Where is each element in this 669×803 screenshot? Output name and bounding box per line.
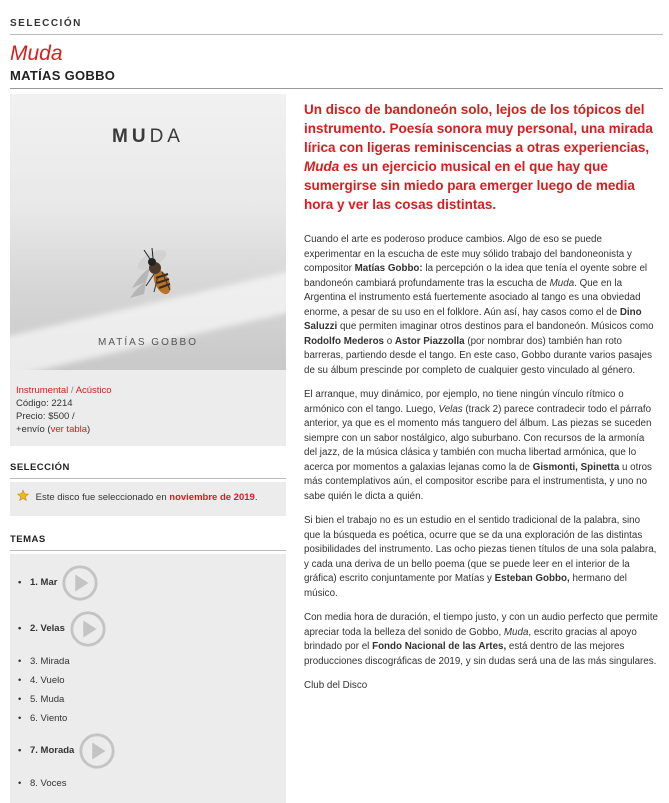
- track-item: [10, 774, 286, 793]
- artist-name: MATÍAS GOBBO: [10, 68, 116, 83]
- genre-line: Instrumental / Acústico: [16, 385, 112, 396]
- genre-link[interactable]: Instrumental: [16, 385, 69, 396]
- track-item: [10, 690, 286, 709]
- track-title: 2. Velas: [30, 623, 65, 634]
- selection-box: Este disco fue seleccionado en noviembre de 2019.: [10, 482, 286, 516]
- cover-artist: MATÍAS GOBBO: [98, 337, 198, 348]
- track-item[interactable]: [10, 606, 286, 652]
- album-price: Precio: $500 /: [16, 411, 75, 422]
- play-icon[interactable]: [78, 732, 116, 770]
- track-item[interactable]: [10, 728, 286, 774]
- album-info: [10, 370, 286, 446]
- review-paragraph-2: El arranque, muy dinámico, por ejemplo, no tiene ningún vínculo rítmico o armónico con el tango. Luego, Velas (track 2) parece contradecir todo el párrafo anterior, ya que es el momento más tanguero del álbum. Las piezas se suceden siempre con un sabor nostálgico, algo suburbano. Con recursos de la armonía del jazz, de la música clásica y también con mucha libertad armónica, que lo acerca por momentos a galaxias lejanas como la de Gismonti, Spinetta u otros más contemplativos aún, el compositor escribe para el instrumentista, y uno no sabe quién le dicta a quién.: [304, 389, 652, 502]
- track-item[interactable]: [10, 560, 286, 606]
- review-column: [304, 100, 659, 704]
- left-column: [10, 94, 286, 803]
- review-paragraph-4: Con media hora de duración, el tiempo justo, y con un audio perfecto que permite apreciar toda la belleza del sonido de Gobbo, Muda, escrito gracias al apoyo brindado por el Fondo Nacional de las Artes, está dentro de las mejores producciones discográficas de 2019, y sin dudas será una de las más singulares.: [304, 612, 658, 667]
- play-icon[interactable]: [61, 564, 99, 602]
- section-label: SELECCIÓN: [10, 18, 82, 29]
- subgenre-link[interactable]: Acústico: [75, 385, 112, 396]
- review-lead: Un disco de bandoneón solo, lejos de los tópicos del instrumento. Poesía sonora muy personal, una mirada lírica con ligeras reminiscencias a otras experiencias, Muda es un ejercicio musical en el que hay que sumergirse sin miedo para emerger luego de media hora y ver las cosas distintas.: [304, 102, 653, 212]
- track-title: 4. Vuelo: [30, 675, 65, 686]
- album-title: Muda: [10, 42, 63, 65]
- album-cover: [10, 94, 286, 370]
- cover-title: MUDA: [112, 126, 184, 147]
- track-title: 6. Viento: [30, 713, 68, 724]
- track-title: 7. Morada: [30, 745, 75, 756]
- shipping-table-link[interactable]: ver tabla: [50, 424, 88, 435]
- review-paragraph-1: Cuando el arte es poderoso produce cambios. Algo de eso se puede experimentar en la escucha de este muy sólido trabajo del bandoneonista y compositor Matías Gobbo: la percepción o la idea que tenía el oyente sobre el bandoneón cambiará profundamente tras la escucha de Muda. Que en la Argentina el instrumento está fuertemente asociado al tango es una obviedad enorme, a pesar de su uso en el folklore. Aún así, hay casos como el de Dino Saluzzi que permiten imaginar otros destinos para el bandoneón. Músicos como Rodolfo Mederos o Astor Piazzolla (por nombrar dos) también han roto barreras, partiendo desde el tango. En este caso, Gobbo durante varios pasajes de su álbum prescinde por completo de cualquier gesto vinculado al género.: [304, 234, 654, 376]
- track-list: [10, 554, 286, 803]
- track-item: [10, 709, 286, 728]
- review-paragraph-3: Si bien el trabajo no es un estudio en el sentido tradicional de la palabra, sino que la búsqueda es poética, ocurre que se da una exploración de las distintas posibilidades del instrumento. Las ocho piezas tienen títulos de una sola palabra, y cada una deriva de un bello poema (que se puede leer en el interior de la gráfica) escrito conjuntamente por Matías y Esteban Gobbo, hermano del músico.: [304, 515, 657, 599]
- track-item: [10, 671, 286, 690]
- selection-heading: SELECCIÓN: [10, 462, 70, 473]
- header-divider: [10, 88, 663, 89]
- selection-month: noviembre de 2019: [169, 492, 255, 503]
- play-icon[interactable]: [69, 610, 107, 648]
- track-title: 3. Mirada: [30, 656, 70, 667]
- shipping-line: +envío (ver tabla): [16, 424, 91, 435]
- selection-text: Este disco fue seleccionado en: [35, 492, 167, 503]
- album-code: Código: 2214: [16, 398, 73, 409]
- review-signature: Club del Disco: [304, 680, 368, 691]
- track-title: 8. Voces: [30, 778, 67, 789]
- star-icon: [16, 489, 30, 502]
- tracks-heading: TEMAS: [10, 534, 46, 545]
- top-divider: [10, 34, 663, 35]
- bee-illustration: [128, 242, 188, 304]
- track-item: [10, 652, 286, 671]
- track-title: 5. Muda: [30, 694, 65, 705]
- track-title: 1. Mar: [30, 577, 58, 588]
